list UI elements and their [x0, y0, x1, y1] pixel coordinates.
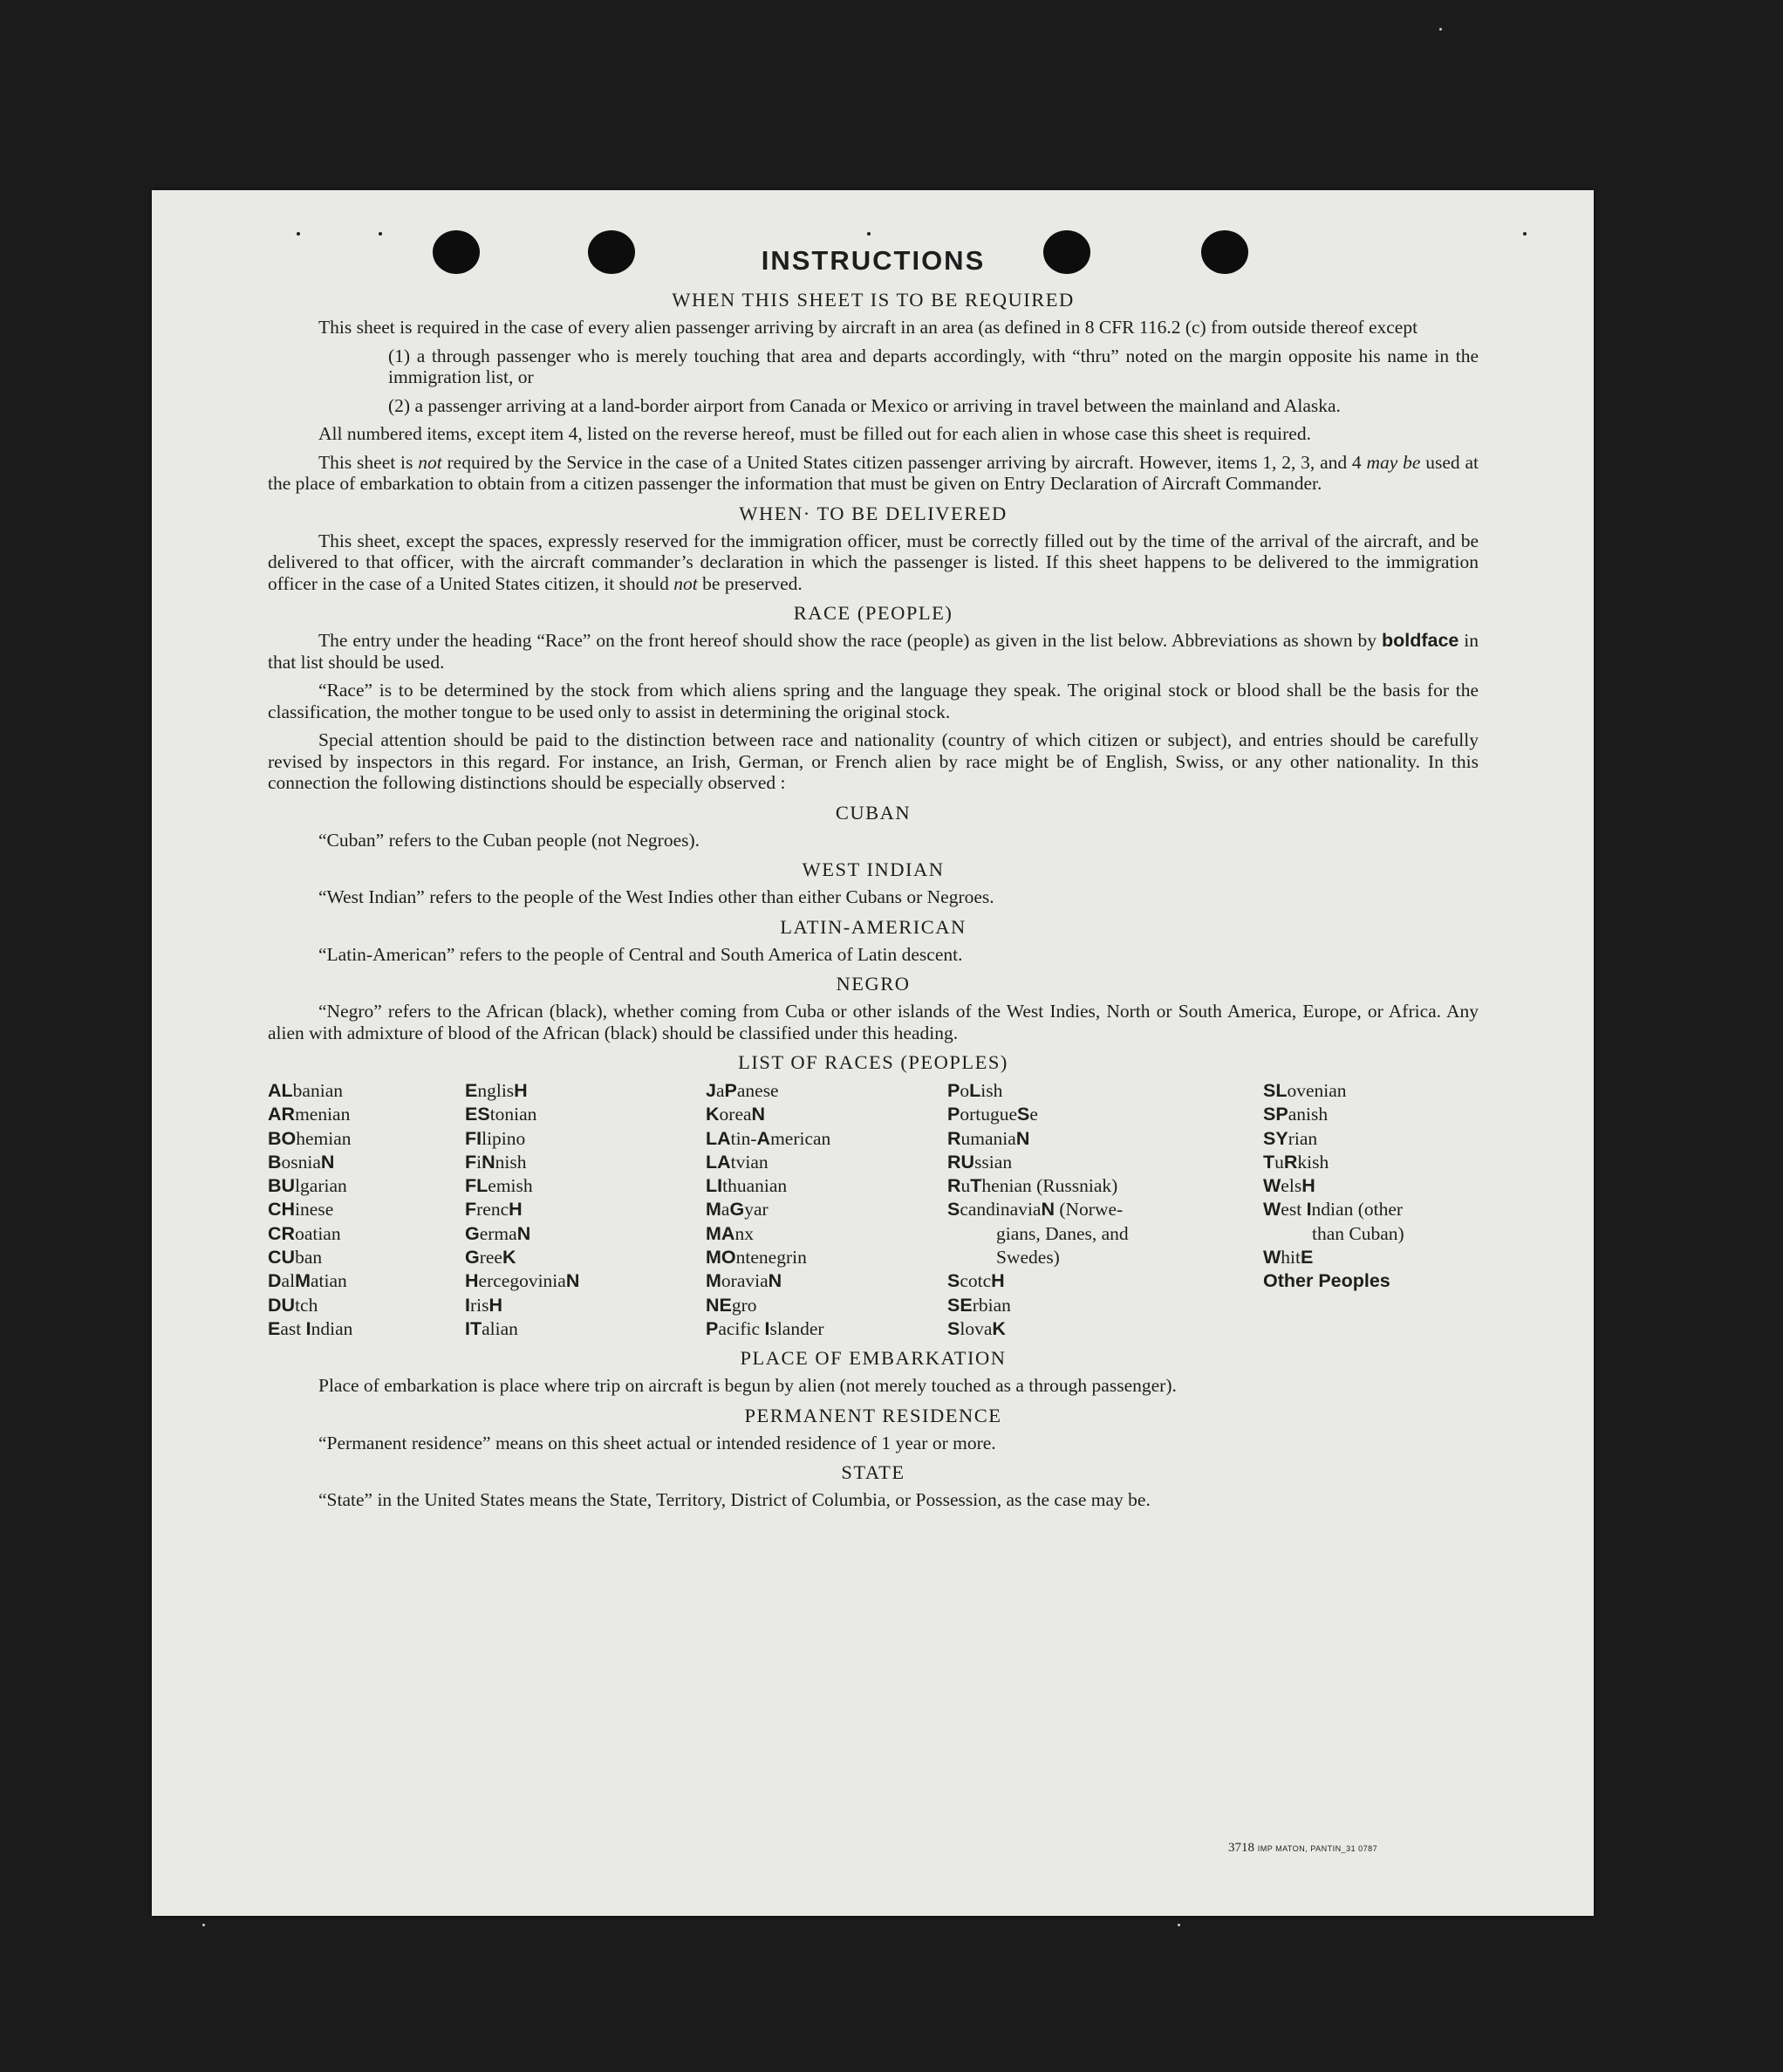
race-entry: BUlgarian — [268, 1175, 347, 1197]
speck — [1178, 1924, 1180, 1926]
race-entry: RumaniaN — [947, 1127, 1030, 1149]
race-entry: FrencH — [465, 1199, 523, 1221]
race-entry: DalMatian — [268, 1270, 347, 1292]
paragraph: Special attention should be paid to the distinction between race and nationality (country of which citizen or subject), and entries should be carefully revised by inspectors in this regard. For instance, an Irish, German, or French alien by race might be of English, Swiss, or any other nationality. In this connection the following distinctions should be especially observed : — [268, 729, 1479, 793]
race-entry: NEgro — [706, 1294, 757, 1316]
heading-embarkation: PLACE OF EMBARKATION — [740, 1347, 1007, 1370]
race-entry: CUban — [268, 1247, 323, 1269]
race-entry: IrisH — [465, 1294, 503, 1316]
race-entry: MaGyar — [706, 1199, 769, 1221]
race-column — [706, 1079, 947, 1341]
page-title: INSTRUCTIONS — [761, 245, 986, 276]
speck — [1523, 232, 1527, 236]
paragraph: This sheet is not required by the Service in the case of a United States citizen passenger arriving by aircraft. However, items 1, 2, 3, and 4 may be used at the place of embarkation to obtain from a citizen passenger the information that must be given on Entry Declaration of Aircraft Commander. — [268, 451, 1479, 494]
race-entry: ARmenian — [268, 1104, 351, 1125]
race-entry: GreeK — [465, 1247, 516, 1269]
race-entry: RUssian — [947, 1151, 1013, 1173]
paragraph: “Cuban” refers to the Cuban people (not Negroes). — [318, 829, 700, 851]
race-entry: MAnx — [706, 1222, 754, 1244]
paragraph: “Race” is to be determined by the stock from which aliens spring and the language they speak. The original stock or blood shall be the basis for the classification, the mother tongue to be used only to assist in determining the original stock. — [268, 680, 1479, 722]
race-entry: West Indian (other than Cuban) — [1263, 1199, 1404, 1244]
race-entry: SlovaK — [947, 1317, 1006, 1339]
race-entry: CRoatian — [268, 1222, 341, 1244]
heading-when-delivered: WHEN· TO BE DELIVERED — [739, 502, 1008, 524]
race-entry: RuThenian (Russniak) — [947, 1175, 1118, 1197]
paragraph: All numbered items, except item 4, listed on the reverse hereof, must be filled out for each alien in whose case this sheet is required. — [318, 423, 1311, 444]
race-entry: MoraviaN — [706, 1270, 782, 1292]
race-entry: PortugueSe — [947, 1104, 1038, 1125]
race-entry: EnglisH — [465, 1080, 528, 1101]
race-column — [268, 1079, 465, 1341]
paragraph: “State” in the United States means the State, Territory, District of Columbia, or Possession, as the case may be. — [318, 1489, 1151, 1511]
race-entry: PoLish — [947, 1080, 1003, 1101]
list-item: (2) a passenger arriving at a land-border airport from Canada or Mexico or arriving in travel between the mainland and Alaska. — [388, 394, 1341, 416]
form-number: 3718 — [1228, 1841, 1254, 1855]
race-column — [947, 1079, 1263, 1341]
race-entry: LIthuanian — [706, 1175, 788, 1197]
race-entry: WhitE — [1263, 1247, 1314, 1269]
speck — [202, 1924, 205, 1926]
heading-list-of-races: LIST OF RACES (PEOPLES) — [738, 1051, 1008, 1073]
race-entry: Other Peoples — [1263, 1270, 1390, 1292]
speck — [867, 232, 871, 236]
paragraph: This sheet is required in the case of every alien passenger arriving by aircraft in an area (as defined in 8 CFR 116.2 (c) from outside thereof except — [318, 317, 1418, 338]
heading-permanent-residence: PERMANENT RESIDENCE — [744, 1404, 1002, 1426]
heading-when-required: WHEN THIS SHEET IS TO BE REQUIRED — [672, 289, 1075, 311]
race-entry: WelsH — [1263, 1175, 1315, 1197]
race-entry: SPanish — [1263, 1104, 1329, 1125]
form-code — [1228, 1841, 1377, 1856]
printer-mark: IMP MATON, PANTIN_31 0787 — [1257, 1844, 1378, 1853]
race-entry: Pacific Islander — [706, 1317, 824, 1339]
race-entry: ScotcH — [947, 1270, 1005, 1292]
race-entry: FiNnish — [465, 1151, 527, 1173]
race-entry: MOntenegrin — [706, 1247, 807, 1269]
speck — [379, 232, 382, 236]
race-entry: HercegoviniaN — [465, 1270, 580, 1292]
heading-negro: NEGRO — [836, 973, 911, 995]
heading-west-indian: WEST INDIAN — [802, 858, 945, 880]
race-list — [268, 1079, 1479, 1341]
heading-latin-american: LATIN-AMERICAN — [780, 915, 967, 938]
race-entry: BosniaN — [268, 1151, 335, 1173]
paragraph: “Latin-American” refers to the people of Central and South America of Latin descent. — [318, 943, 963, 965]
race-entry: BOhemian — [268, 1127, 352, 1149]
race-entry: TuRkish — [1263, 1151, 1329, 1173]
race-entry: SLovenian — [1263, 1080, 1347, 1101]
race-entry: DUtch — [268, 1294, 318, 1316]
speck — [297, 232, 300, 236]
race-entry: EStonian — [465, 1104, 537, 1125]
paragraph: The entry under the heading “Race” on the front hereof should show the race (people) as given in the list below. Abbreviations as shown by boldface in that list should be used. — [268, 630, 1479, 673]
race-entry: SErbian — [947, 1294, 1011, 1316]
document-body — [268, 244, 1479, 1518]
race-entry: JaPanese — [706, 1080, 779, 1101]
race-entry: GermaN — [465, 1222, 531, 1244]
race-entry: ALbanian — [268, 1080, 343, 1101]
race-entry: ITalian — [465, 1317, 518, 1339]
race-column — [1263, 1079, 1479, 1341]
speck — [1439, 28, 1442, 31]
list-item: (1) a through passenger who is merely touching that area and departs accordingly, with “thru” noted on the margin opposite his name in the immigration list, or — [388, 345, 1479, 387]
race-entry: KoreaN — [706, 1104, 766, 1125]
race-entry: FLemish — [465, 1175, 533, 1197]
race-entry: SYrian — [1263, 1127, 1318, 1149]
paragraph: “Negro” refers to the African (black), whether coming from Cuba or other islands of the West Indies, North or South America, Europe, or Africa. Any alien with admixture of blood of the African (black) should be classified under this heading. — [268, 1001, 1479, 1043]
race-entry: LAtvian — [706, 1151, 769, 1173]
race-entry: FIlipino — [465, 1127, 526, 1149]
race-entry: East Indian — [268, 1317, 353, 1339]
heading-state: STATE — [841, 1461, 905, 1484]
instruction-sheet — [152, 190, 1594, 1916]
race-column — [465, 1079, 706, 1341]
paragraph: “Permanent residence” means on this sheet actual or intended residence of 1 year or more. — [318, 1432, 996, 1453]
paragraph: This sheet, except the spaces, expressly reserved for the immigration officer, must be correctly filled out by the time of the arrival of the aircraft, and be delivered to that officer, with the aircraft commander’s declaration in which the passenger is listed. If this sheet happens to be delivered to the immigration officer in the case of a United States citizen, it should not be preserved. — [268, 530, 1479, 594]
paragraph: “West Indian” refers to the people of the West Indies other than either Cubans or Negroes. — [318, 886, 994, 907]
heading-cuban: CUBAN — [835, 801, 912, 824]
race-entry: LAtin-American — [706, 1127, 831, 1149]
race-entry: ScandinaviaN (Norwe- gians, Danes, and Swedes) — [947, 1199, 1129, 1269]
heading-race: RACE (PEOPLE) — [793, 602, 953, 624]
paragraph: Place of embarkation is place where trip on aircraft is begun by alien (not merely touched as a through passenger). — [318, 1375, 1177, 1397]
race-entry: CHinese — [268, 1199, 334, 1221]
